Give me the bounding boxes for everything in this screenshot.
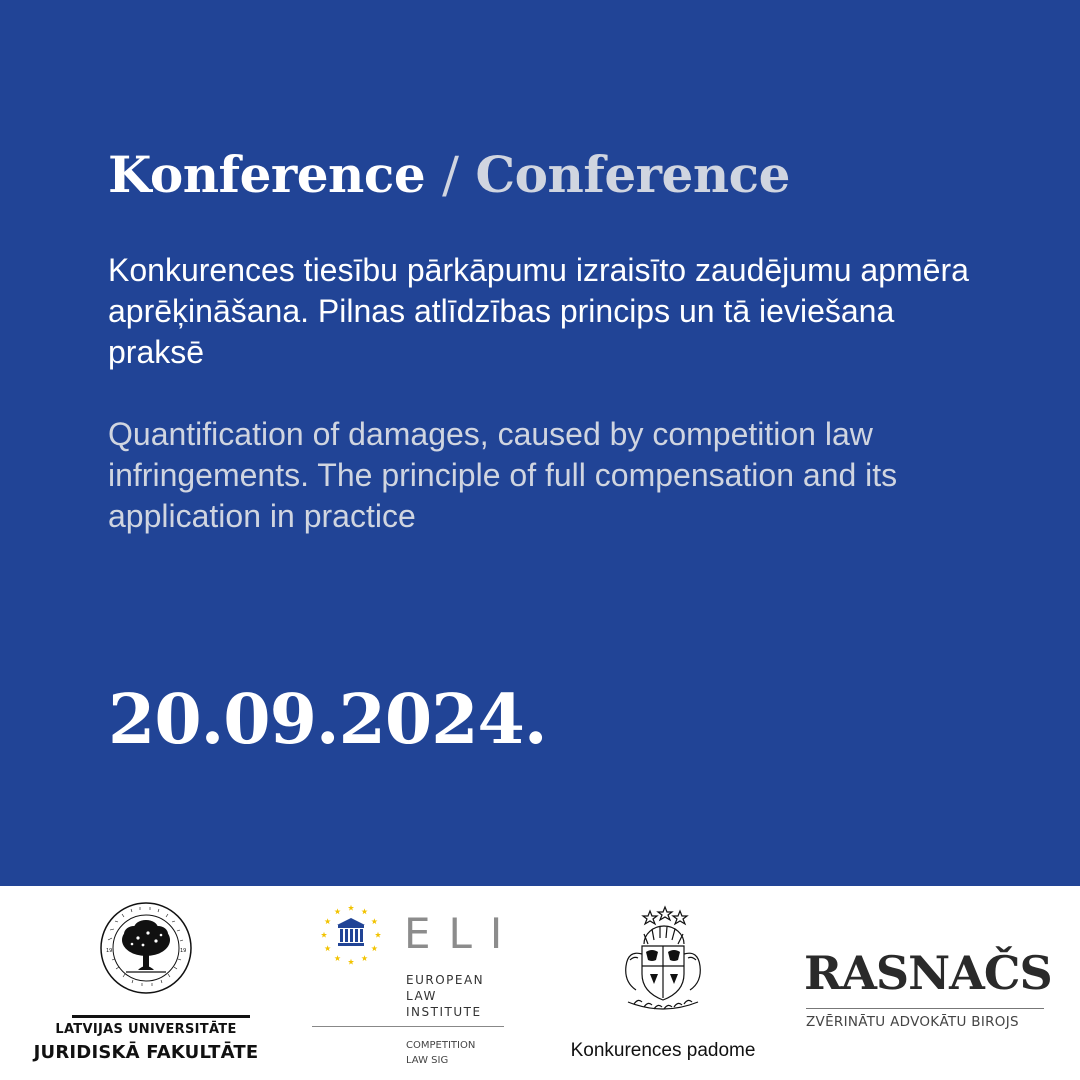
divider [72, 1015, 250, 1018]
eli-sig-line: COMPETITION [406, 1040, 476, 1051]
faculty-name: JURIDISKĀ FAKULTĀTE [33, 1042, 259, 1063]
title-latvian: Konference [108, 145, 426, 204]
eu-star-icon [325, 918, 331, 924]
law-firm-subtitle: ZVĒRINĀTU ADVOKĀTU BIROJS [806, 1014, 1019, 1030]
eu-star-icon [321, 932, 327, 938]
law-firm-name: RASNAČS [804, 946, 1052, 1000]
topic-latvian: Konkurences tiesību pārkāpumu izraisīto zaudējumu apmēra aprēķināšana. Pilnas atlīdzības princips un tā ieviešana praksē [108, 252, 969, 370]
eu-stars-icon [316, 900, 386, 970]
title-english: Conference [475, 145, 790, 204]
eli-sig-label [406, 1038, 506, 1068]
rasnacs-logo [804, 946, 1054, 1056]
competition-council-logo [560, 900, 766, 1076]
eu-star-icon [371, 945, 377, 951]
eu-star-icon [361, 908, 367, 914]
eli-logo [310, 900, 521, 1076]
eli-name-line: LAW [406, 989, 437, 1003]
university-of-latvia-logo [28, 900, 264, 1076]
eu-star-icon [334, 908, 340, 914]
university-name: LATVIJAS UNIVERSITĀTE [55, 1022, 237, 1037]
eli-name-line: INSTITUTE [406, 1005, 482, 1019]
competition-council-name: Konkurences padome [570, 1040, 756, 1061]
page-title [108, 140, 790, 210]
eu-star-icon [361, 955, 367, 961]
divider [806, 1008, 1044, 1009]
eu-star-icon [348, 959, 354, 965]
partner-logos [0, 886, 1080, 1080]
topic-english: Quantification of damages, caused by competition law infringements. The principle of full compensation and its application in practice [108, 416, 898, 534]
svg-text:19: 19 [180, 948, 187, 954]
university-seal-icon [98, 900, 194, 996]
event-date: 20.09.2024. [108, 680, 547, 760]
eu-star-icon [371, 918, 377, 924]
eli-sig-line: LAW SIG [406, 1055, 449, 1066]
divider [312, 1026, 504, 1027]
eu-star-icon [348, 905, 354, 911]
eu-star-icon [334, 955, 340, 961]
eli-acronym: ELI [404, 909, 521, 958]
eu-star-icon [375, 932, 381, 938]
title-separator: / [442, 146, 459, 204]
eli-full-name [406, 972, 516, 1020]
svg-text:19: 19 [106, 948, 113, 954]
eu-star-icon [325, 945, 331, 951]
coat-of-arms-icon [608, 904, 718, 1016]
eli-name-line: EUROPEAN [406, 973, 485, 987]
